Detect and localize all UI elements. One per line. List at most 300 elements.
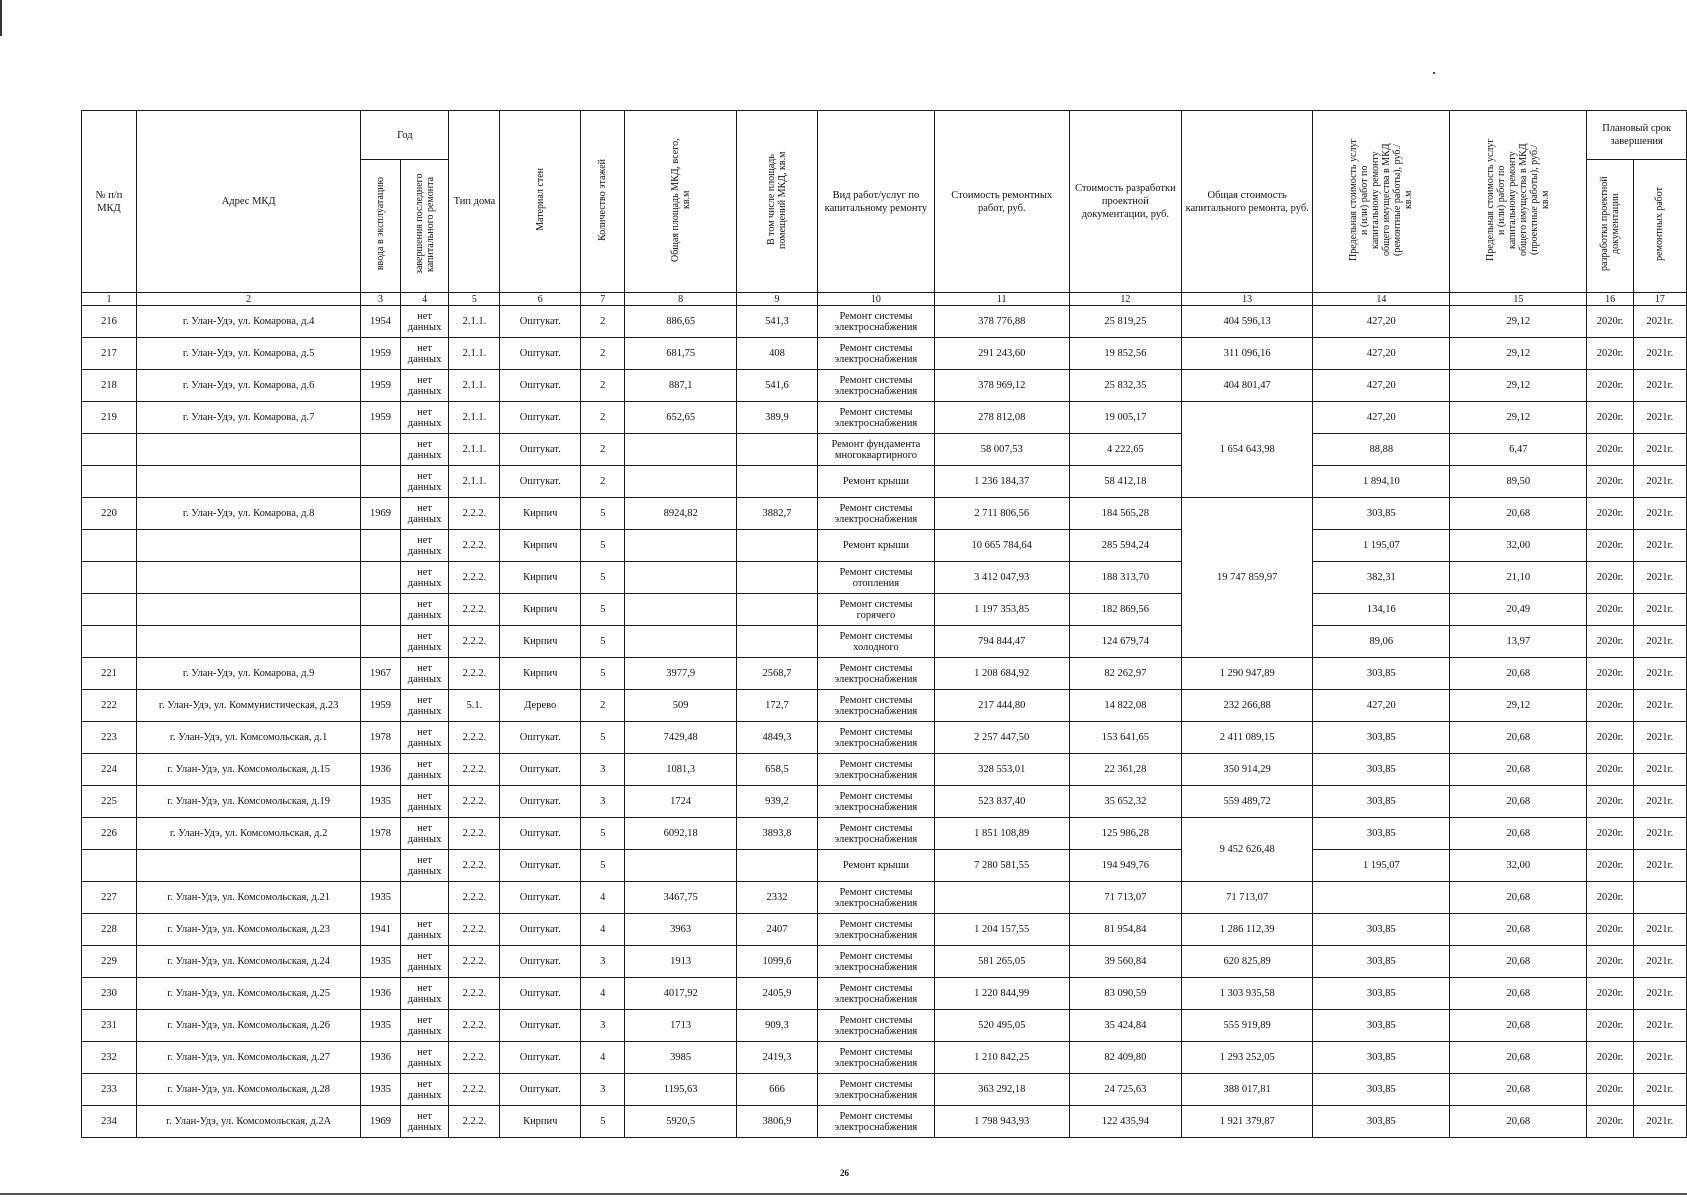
cell-year-commission: 1935 [361,882,400,914]
cell-year-commission [361,466,400,498]
cell-design-cost: 122 435,94 [1069,1106,1181,1138]
cell-design-cost: 39 560,84 [1069,946,1181,978]
cell-house-type: 2.2.2. [449,786,500,818]
cell-year-commission: 1959 [361,690,400,722]
cell-deadline-repair: 2021г. [1633,562,1686,594]
cell-year-commission: 1954 [361,306,400,338]
cell-year-commission: 1967 [361,658,400,690]
column-number: 13 [1182,293,1313,306]
cell-premises-area [736,594,817,626]
cell-repair-cost: 2 711 806,56 [934,498,1069,530]
cell-repair-cost: 520 495,05 [934,1010,1069,1042]
scan-speck [1433,72,1435,74]
cell-wall-material: Кирпич [500,498,581,530]
cell-year-last-repair: нет данных [400,402,449,434]
cell-address [136,530,360,562]
column-number: 12 [1069,293,1181,306]
cell-floors: 5 [581,530,625,562]
cell-design-cost: 19 852,56 [1069,338,1181,370]
cell-floors: 5 [581,562,625,594]
cell-premises-area: 1099,6 [736,946,817,978]
cell-deadline-repair [1633,882,1686,914]
cell-house-type: 2.1.1. [449,402,500,434]
cell-wall-material: Оштукат. [500,978,581,1010]
cell-year-commission: 1978 [361,722,400,754]
cell-limit-repair: 303,85 [1313,722,1450,754]
cell-limit-repair: 303,85 [1313,786,1450,818]
cell-work-type: Ремонт системы электроснабжения [818,1042,935,1074]
cell-deadline-repair: 2021г. [1633,1010,1686,1042]
cell-deadline-design: 2020г. [1587,434,1633,466]
table-row [82,434,1687,466]
cell-deadline-design: 2020г. [1587,306,1633,338]
cell-deadline-design: 2020г. [1587,498,1633,530]
cell-year-last-repair: нет данных [400,1010,449,1042]
cell-year-last-repair: нет данных [400,786,449,818]
header-address: Адрес МКД [136,111,360,293]
cell-house-type: 2.2.2. [449,978,500,1010]
cell-floors: 5 [581,626,625,658]
cell-row-number: 231 [82,1010,137,1042]
cell-house-type: 2.2.2. [449,626,500,658]
header-deadline-repair: ремонтных работ [1633,160,1686,293]
cell-premises-area [736,850,817,882]
cell-work-type: Ремонт фундамента многоквартирного [818,434,935,466]
cell-wall-material: Кирпич [500,530,581,562]
cell-design-cost: 124 679,74 [1069,626,1181,658]
cell-deadline-repair: 2021г. [1633,690,1686,722]
table-row [82,722,1687,754]
table-row [82,626,1687,658]
cell-floors: 2 [581,402,625,434]
cell-deadline-repair: 2021г. [1633,978,1686,1010]
cell-year-commission: 1935 [361,1074,400,1106]
header-limit-repair: Предельная стоимость услуг и (или) работ по капитальному ремонту общего имущества в МКД (ремонтные работы), руб./кв.м [1313,111,1450,293]
cell-row-number: 219 [82,402,137,434]
cell-floors: 2 [581,434,625,466]
cell-address: г. Улан-Удэ, ул. Комсомольская, д.15 [136,754,360,786]
cell-limit-repair: 303,85 [1313,914,1450,946]
cell-house-type: 2.2.2. [449,946,500,978]
header-repair-cost: Стоимость ремонтных работ, руб. [934,111,1069,293]
cell-year-last-repair: нет данных [400,690,449,722]
cell-wall-material: Кирпич [500,626,581,658]
column-number: 17 [1633,293,1686,306]
cell-deadline-design: 2020г. [1587,946,1633,978]
cell-year-last-repair: нет данных [400,370,449,402]
cell-year-last-repair: нет данных [400,978,449,1010]
cell-deadline-repair: 2021г. [1633,466,1686,498]
table-row [82,338,1687,370]
cell-limit-design: 29,12 [1450,338,1587,370]
cell-premises-area: 172,7 [736,690,817,722]
cell-floors: 5 [581,722,625,754]
cell-repair-cost: 328 553,01 [934,754,1069,786]
cell-wall-material: Кирпич [500,658,581,690]
cell-floors: 3 [581,946,625,978]
cell-deadline-repair: 2021г. [1633,914,1686,946]
cell-address [136,594,360,626]
cell-deadline-design: 2020г. [1587,370,1633,402]
cell-total-area [625,466,737,498]
cell-design-cost: 25 832,35 [1069,370,1181,402]
cell-total-area: 1081,3 [625,754,737,786]
cell-work-type: Ремонт системы электроснабжения [818,402,935,434]
cell-year-last-repair: нет данных [400,562,449,594]
cell-total-area: 6092,18 [625,818,737,850]
cell-floors: 3 [581,1010,625,1042]
cell-floors: 3 [581,754,625,786]
cell-deadline-repair: 2021г. [1633,722,1686,754]
column-number: 3 [361,293,400,306]
cell-premises-area [736,626,817,658]
cell-work-type: Ремонт крыши [818,466,935,498]
column-number: 5 [449,293,500,306]
cell-year-commission [361,594,400,626]
cell-total-area [625,562,737,594]
cell-year-commission [361,626,400,658]
cell-house-type: 2.2.2. [449,1074,500,1106]
scan-edge-mark [0,0,2,36]
cell-row-number: 233 [82,1074,137,1106]
cell-total-area: 3467,75 [625,882,737,914]
cell-row-number: 234 [82,1106,137,1138]
cell-year-commission: 1936 [361,1042,400,1074]
cell-address: г. Улан-Удэ, ул. Комарова, д.7 [136,402,360,434]
cell-design-cost: 82 262,97 [1069,658,1181,690]
cell-row-number [82,850,137,882]
cell-total-area: 1195,63 [625,1074,737,1106]
cell-address [136,626,360,658]
cell-deadline-repair: 2021г. [1633,786,1686,818]
cell-house-type: 2.2.2. [449,1042,500,1074]
cell-total-area: 3985 [625,1042,737,1074]
cell-limit-repair: 303,85 [1313,978,1450,1010]
cell-total-cost: 1 303 935,58 [1182,978,1313,1010]
cell-limit-design: 20,49 [1450,594,1587,626]
cell-year-last-repair: нет данных [400,306,449,338]
cell-work-type: Ремонт системы электроснабжения [818,1010,935,1042]
cell-total-area: 652,65 [625,402,737,434]
cell-limit-repair: 134,16 [1313,594,1450,626]
cell-limit-repair: 88,88 [1313,434,1450,466]
cell-row-number: 217 [82,338,137,370]
cell-limit-design: 6,47 [1450,434,1587,466]
cell-house-type: 2.2.2. [449,498,500,530]
cell-work-type: Ремонт крыши [818,530,935,562]
cell-year-commission: 1941 [361,914,400,946]
cell-address: г. Улан-Удэ, ул. Комсомольская, д.21 [136,882,360,914]
cell-repair-cost: 1 851 108,89 [934,818,1069,850]
cell-row-number: 228 [82,914,137,946]
cell-work-type: Ремонт системы электроснабжения [818,914,935,946]
cell-deadline-repair: 2021г. [1633,434,1686,466]
header-premises-area: В том числе площадь помещений МКД, кв.м [736,111,817,293]
table-row [82,690,1687,722]
cell-deadline-design: 2020г. [1587,1042,1633,1074]
cell-floors: 3 [581,1074,625,1106]
cell-house-type: 2.2.2. [449,658,500,690]
cell-row-number: 229 [82,946,137,978]
cell-row-number [82,530,137,562]
cell-deadline-design: 2020г. [1587,562,1633,594]
cell-year-commission: 1959 [361,370,400,402]
cell-row-number: 223 [82,722,137,754]
cell-limit-design: 20,68 [1450,498,1587,530]
table-row [82,658,1687,690]
cell-address [136,562,360,594]
cell-deadline-design: 2020г. [1587,882,1633,914]
cell-row-number: 232 [82,1042,137,1074]
cell-design-cost: 35 652,32 [1069,786,1181,818]
cell-limit-repair: 89,06 [1313,626,1450,658]
cell-total-area: 1713 [625,1010,737,1042]
cell-limit-design: 21,10 [1450,562,1587,594]
cell-total-cost: 1 286 112,39 [1182,914,1313,946]
cell-total-area [625,434,737,466]
cell-limit-repair: 303,85 [1313,658,1450,690]
cell-year-last-repair: нет данных [400,530,449,562]
cell-total-area: 3977,9 [625,658,737,690]
header-floors: Количество этажей [581,111,625,293]
cell-floors: 2 [581,466,625,498]
cell-limit-design: 32,00 [1450,530,1587,562]
cell-house-type: 2.2.2. [449,818,500,850]
cell-limit-design: 29,12 [1450,370,1587,402]
cell-address [136,434,360,466]
page-number: 26 [840,1168,849,1178]
cell-limit-design: 20,68 [1450,658,1587,690]
cell-limit-design: 29,12 [1450,402,1587,434]
cell-premises-area: 3882,7 [736,498,817,530]
cell-deadline-design: 2020г. [1587,786,1633,818]
cell-total-cost: 2 411 089,15 [1182,722,1313,754]
cell-repair-cost: 363 292,18 [934,1074,1069,1106]
cell-house-type: 2.2.2. [449,754,500,786]
cell-floors: 5 [581,1106,625,1138]
cell-deadline-design: 2020г. [1587,1074,1633,1106]
cell-limit-repair: 303,85 [1313,1042,1450,1074]
cell-repair-cost: 523 837,40 [934,786,1069,818]
cell-deadline-design: 2020г. [1587,338,1633,370]
cell-house-type: 2.2.2. [449,850,500,882]
cell-limit-design: 20,68 [1450,882,1587,914]
table-row [82,306,1687,338]
table-row [82,402,1687,434]
cell-deadline-repair: 2021г. [1633,530,1686,562]
cell-work-type: Ремонт системы электроснабжения [818,786,935,818]
cell-deadline-repair: 2021г. [1633,1042,1686,1074]
table-row [82,818,1687,850]
cell-work-type: Ремонт системы горячего [818,594,935,626]
cell-design-cost: 25 819,25 [1069,306,1181,338]
cell-deadline-design: 2020г. [1587,658,1633,690]
cell-limit-design: 13,97 [1450,626,1587,658]
cell-limit-design: 20,68 [1450,754,1587,786]
cell-limit-design: 20,68 [1450,914,1587,946]
table-row [82,786,1687,818]
cell-wall-material: Оштукат. [500,914,581,946]
cell-limit-design: 32,00 [1450,850,1587,882]
header-total-cost: Общая стоимость капитального ремонта, руб. [1182,111,1313,293]
cell-wall-material: Оштукат. [500,338,581,370]
header-design-cost: Стоимость разработки проектной документации, руб. [1069,111,1181,293]
cell-repair-cost: 1 197 353,85 [934,594,1069,626]
cell-address: г. Улан-Удэ, ул. Комсомольская, д.25 [136,978,360,1010]
cell-premises-area: 666 [736,1074,817,1106]
cell-house-type: 5.1. [449,690,500,722]
cell-repair-cost: 581 265,05 [934,946,1069,978]
cell-floors: 2 [581,338,625,370]
cell-repair-cost: 291 243,60 [934,338,1069,370]
cell-limit-design: 20,68 [1450,1010,1587,1042]
cell-year-last-repair: нет данных [400,818,449,850]
cell-work-type: Ремонт системы электроснабжения [818,978,935,1010]
cell-premises-area: 2407 [736,914,817,946]
cell-deadline-design: 2020г. [1587,850,1633,882]
cell-address: г. Улан-Удэ, ул. Комсомольская, д.2 [136,818,360,850]
cell-repair-cost [934,882,1069,914]
cell-year-last-repair: нет данных [400,466,449,498]
cell-deadline-design: 2020г. [1587,1010,1633,1042]
cell-work-type: Ремонт системы электроснабжения [818,306,935,338]
cell-floors: 2 [581,370,625,402]
cell-house-type: 2.2.2. [449,562,500,594]
table-row [82,882,1687,914]
cell-work-type: Ремонт системы электроснабжения [818,338,935,370]
cell-floors: 5 [581,594,625,626]
cell-design-cost: 125 986,28 [1069,818,1181,850]
cell-design-cost: 19 005,17 [1069,402,1181,434]
cell-row-number [82,466,137,498]
cell-address: г. Улан-Удэ, ул. Комсомольская, д.24 [136,946,360,978]
column-number: 4 [400,293,449,306]
cell-row-number: 227 [82,882,137,914]
cell-row-number [82,562,137,594]
cell-limit-design: 20,68 [1450,1074,1587,1106]
cell-limit-repair: 427,20 [1313,690,1450,722]
cell-premises-area: 658,5 [736,754,817,786]
cell-total-cost: 559 489,72 [1182,786,1313,818]
cell-work-type: Ремонт системы электроснабжения [818,754,935,786]
cell-limit-repair: 427,20 [1313,306,1450,338]
cell-design-cost: 22 361,28 [1069,754,1181,786]
cell-premises-area: 4849,3 [736,722,817,754]
header-wall-material: Материал стен [500,111,581,293]
repair-register-table [81,110,1687,1138]
cell-wall-material: Кирпич [500,594,581,626]
cell-year-commission: 1959 [361,402,400,434]
cell-wall-material: Оштукат. [500,786,581,818]
cell-row-number: 226 [82,818,137,850]
cell-house-type: 2.1.1. [449,338,500,370]
cell-house-type: 2.2.2. [449,594,500,626]
cell-design-cost: 58 412,18 [1069,466,1181,498]
cell-deadline-design: 2020г. [1587,402,1633,434]
cell-house-type: 2.1.1. [449,466,500,498]
cell-total-cost: 9 452 626,48 [1182,818,1313,882]
column-number: 8 [625,293,737,306]
cell-design-cost: 194 949,76 [1069,850,1181,882]
cell-limit-repair: 303,85 [1313,818,1450,850]
cell-deadline-repair: 2021г. [1633,1106,1686,1138]
cell-floors: 2 [581,690,625,722]
cell-deadline-design: 2020г. [1587,690,1633,722]
cell-total-area: 7429,48 [625,722,737,754]
cell-design-cost: 184 565,28 [1069,498,1181,530]
cell-floors: 4 [581,978,625,1010]
cell-design-cost: 4 222,65 [1069,434,1181,466]
header-limit-design: Предельная стоимость услуг и (или) работ по капитальному ремонту общего имущества в МКД (проектные работы), руб./кв.м [1450,111,1587,293]
cell-row-number [82,626,137,658]
cell-repair-cost: 10 665 784,64 [934,530,1069,562]
column-number: 10 [818,293,935,306]
cell-limit-repair [1313,882,1450,914]
cell-design-cost: 182 869,56 [1069,594,1181,626]
cell-wall-material: Оштукат. [500,818,581,850]
cell-deadline-design: 2020г. [1587,626,1633,658]
cell-work-type: Ремонт системы электроснабжения [818,946,935,978]
cell-premises-area [736,562,817,594]
cell-address: г. Улан-Удэ, ул. Комсомольская, д.1 [136,722,360,754]
cell-repair-cost: 278 812,08 [934,402,1069,434]
cell-total-area [625,850,737,882]
cell-premises-area: 389,9 [736,402,817,434]
cell-repair-cost: 217 444,80 [934,690,1069,722]
table-row [82,1106,1687,1138]
cell-address: г. Улан-Удэ, ул. Комарова, д.5 [136,338,360,370]
cell-design-cost: 285 594,24 [1069,530,1181,562]
cell-work-type: Ремонт системы электроснабжения [818,882,935,914]
cell-total-cost: 1 293 252,05 [1182,1042,1313,1074]
cell-repair-cost: 794 844,47 [934,626,1069,658]
cell-deadline-repair: 2021г. [1633,818,1686,850]
table-row [82,1074,1687,1106]
cell-wall-material: Оштукат. [500,1010,581,1042]
cell-total-area [625,530,737,562]
cell-year-last-repair: нет данных [400,498,449,530]
cell-address: г. Улан-Удэ, ул. Комсомольская, д.19 [136,786,360,818]
cell-house-type: 2.1.1. [449,306,500,338]
cell-limit-repair: 1 894,10 [1313,466,1450,498]
cell-deadline-design: 2020г. [1587,530,1633,562]
cell-work-type: Ремонт системы электроснабжения [818,370,935,402]
cell-limit-repair: 427,20 [1313,338,1450,370]
cell-repair-cost: 1 208 684,92 [934,658,1069,690]
cell-house-type: 2.2.2. [449,530,500,562]
cell-limit-design: 20,68 [1450,722,1587,754]
table-row [82,498,1687,530]
cell-wall-material: Дерево [500,690,581,722]
cell-total-area: 3963 [625,914,737,946]
cell-wall-material: Оштукат. [500,306,581,338]
cell-row-number: 225 [82,786,137,818]
cell-year-commission: 1935 [361,946,400,978]
cell-limit-design: 29,12 [1450,306,1587,338]
cell-wall-material: Оштукат. [500,754,581,786]
cell-deadline-design: 2020г. [1587,818,1633,850]
cell-work-type: Ремонт системы отопления [818,562,935,594]
cell-address: г. Улан-Удэ, ул. Комсомольская, д.2А [136,1106,360,1138]
cell-limit-design: 20,68 [1450,1042,1587,1074]
cell-floors: 2 [581,306,625,338]
cell-design-cost: 71 713,07 [1069,882,1181,914]
cell-repair-cost: 378 969,12 [934,370,1069,402]
cell-year-last-repair: нет данных [400,1042,449,1074]
column-number: 9 [736,293,817,306]
column-number: 11 [934,293,1069,306]
cell-row-number: 216 [82,306,137,338]
